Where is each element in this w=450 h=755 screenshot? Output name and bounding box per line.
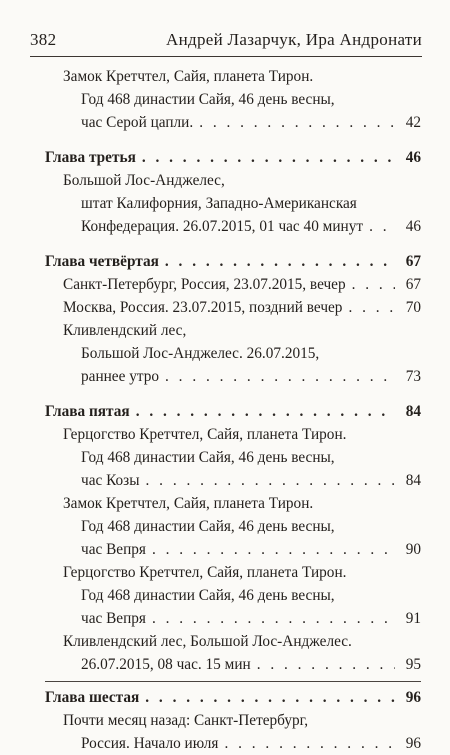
toc-entry-line: Год 468 династии Сайя, 46 день весны, xyxy=(81,518,335,535)
toc-entry-text: Россия. Начало июля xyxy=(81,735,219,752)
page-number: 382 xyxy=(30,30,57,49)
leader-dots xyxy=(369,215,395,238)
toc-page-number: 96 xyxy=(405,735,421,752)
chapter-heading xyxy=(45,250,421,273)
toc-page-number: 73 xyxy=(405,368,421,385)
toc-page-number: 67 xyxy=(405,276,421,293)
toc-entry xyxy=(45,296,421,319)
toc-entry-last-line xyxy=(45,538,421,561)
chapter-page-number: 46 xyxy=(405,149,421,166)
chapter-page-number: 84 xyxy=(405,403,421,420)
chapter-title: Глава шестая xyxy=(45,689,140,706)
chapter-page-number: 67 xyxy=(405,253,421,270)
toc-entry xyxy=(45,630,421,676)
leader-dots xyxy=(165,250,395,273)
toc-entry-text: Санкт-Петербург, Россия, 23.07.2015, вечер xyxy=(63,276,346,293)
leader-dots xyxy=(136,400,395,423)
toc-entry-line: Герцогство Кретчтел, Сайя, планета Тирон. xyxy=(63,564,347,581)
section-divider xyxy=(45,681,421,682)
chapter-heading xyxy=(45,400,421,423)
toc-entry-line: штат Калифорния, Западно-Американская xyxy=(81,195,357,212)
toc-page-number: 46 xyxy=(405,218,421,235)
toc-entry-text: раннее утро xyxy=(81,368,160,385)
toc-entry-line: Кливлендский лес, Большой Лос-Анджелес. xyxy=(63,633,352,650)
leader-dots xyxy=(165,365,395,388)
toc-entry-line: Год 468 династии Сайя, 46 день весны, xyxy=(81,587,335,604)
toc-entry-line: Почти месяц назад: Санкт-Петербург, xyxy=(63,712,309,729)
toc-entry xyxy=(45,709,421,755)
toc-entry-text: час Вепря xyxy=(81,610,146,627)
toc-page-number: 90 xyxy=(405,541,421,558)
toc-entry-last-line xyxy=(45,607,421,630)
toc-entry-line: Год 468 династии Сайя, 46 день весны, xyxy=(81,91,335,108)
leader-dots xyxy=(352,273,395,296)
chapter-title: Глава четвёртая xyxy=(45,253,159,270)
running-title: Андрей Лазарчук, Ира Андронати xyxy=(166,30,422,49)
toc-entry-last-line xyxy=(45,215,421,238)
toc-page-number: 91 xyxy=(405,610,421,627)
toc-page-number: 84 xyxy=(405,472,421,489)
toc-entry-line: Кливлендский лес, xyxy=(63,322,187,339)
chapter-heading xyxy=(45,146,421,169)
leader-dots xyxy=(145,686,395,709)
toc-entry-line: Замок Кретчтел, Сайя, планета Тирон. xyxy=(63,495,314,512)
spacer xyxy=(45,134,421,146)
toc-entry xyxy=(45,169,421,238)
leader-dots xyxy=(152,538,395,561)
leader-dots xyxy=(224,732,395,755)
toc-entry-text: час Козы xyxy=(81,472,140,489)
toc-entry-line: Год 468 династии Сайя, 46 день весны, xyxy=(81,449,335,466)
toc-entry-text: Конфедерация. 26.07.2015, 01 час 40 минут xyxy=(81,218,364,235)
toc-page-number: 42 xyxy=(405,114,421,131)
toc-entry-text: 26.07.2015, 08 час. 15 мин xyxy=(81,656,251,673)
leader-dots xyxy=(257,653,395,676)
toc-entry-last-line xyxy=(45,732,421,755)
leader-dots xyxy=(146,469,395,492)
toc-entry-last-line xyxy=(45,469,421,492)
toc-entry-text: час Вепря xyxy=(81,541,146,558)
toc-entry-text: Москва, Россия. 23.07.2015, поздний вечер xyxy=(63,299,343,316)
toc-entry xyxy=(45,561,421,630)
toc-entry xyxy=(45,319,421,388)
toc-page-number: 95 xyxy=(405,656,421,673)
toc-entry-last-line xyxy=(45,653,421,676)
spacer xyxy=(45,388,421,400)
leader-dots xyxy=(199,111,395,134)
spacer xyxy=(45,238,421,250)
toc-entry-line: Герцогство Кретчтел, Сайя, планета Тирон. xyxy=(63,426,347,443)
toc-entry-last-line xyxy=(45,365,421,388)
toc-entry-line: Замок Кретчтел, Сайя, планета Тирон. xyxy=(63,68,314,85)
toc-entry-text: час Серой цапли. xyxy=(81,114,194,131)
table-of-contents xyxy=(45,65,421,755)
chapter-page-number: 96 xyxy=(405,689,421,706)
toc-entry xyxy=(45,492,421,561)
toc-entry-last-line xyxy=(45,111,421,134)
toc-entry xyxy=(45,423,421,492)
chapter-heading xyxy=(45,686,421,709)
toc-entry xyxy=(45,65,421,134)
leader-dots xyxy=(142,146,395,169)
running-header xyxy=(30,30,422,54)
toc-entry xyxy=(45,273,421,296)
leader-dots xyxy=(152,607,395,630)
chapter-title: Глава пятая xyxy=(45,403,130,420)
toc-entry-line: Большой Лос-Анджелес. 26.07.2015, xyxy=(81,345,320,362)
toc-entry-line: Большой Лос-Анджелес, xyxy=(63,172,225,189)
toc-page-number: 70 xyxy=(405,299,421,316)
chapter-title: Глава третья xyxy=(45,149,136,166)
leader-dots xyxy=(348,296,395,319)
header-rule xyxy=(30,56,422,57)
